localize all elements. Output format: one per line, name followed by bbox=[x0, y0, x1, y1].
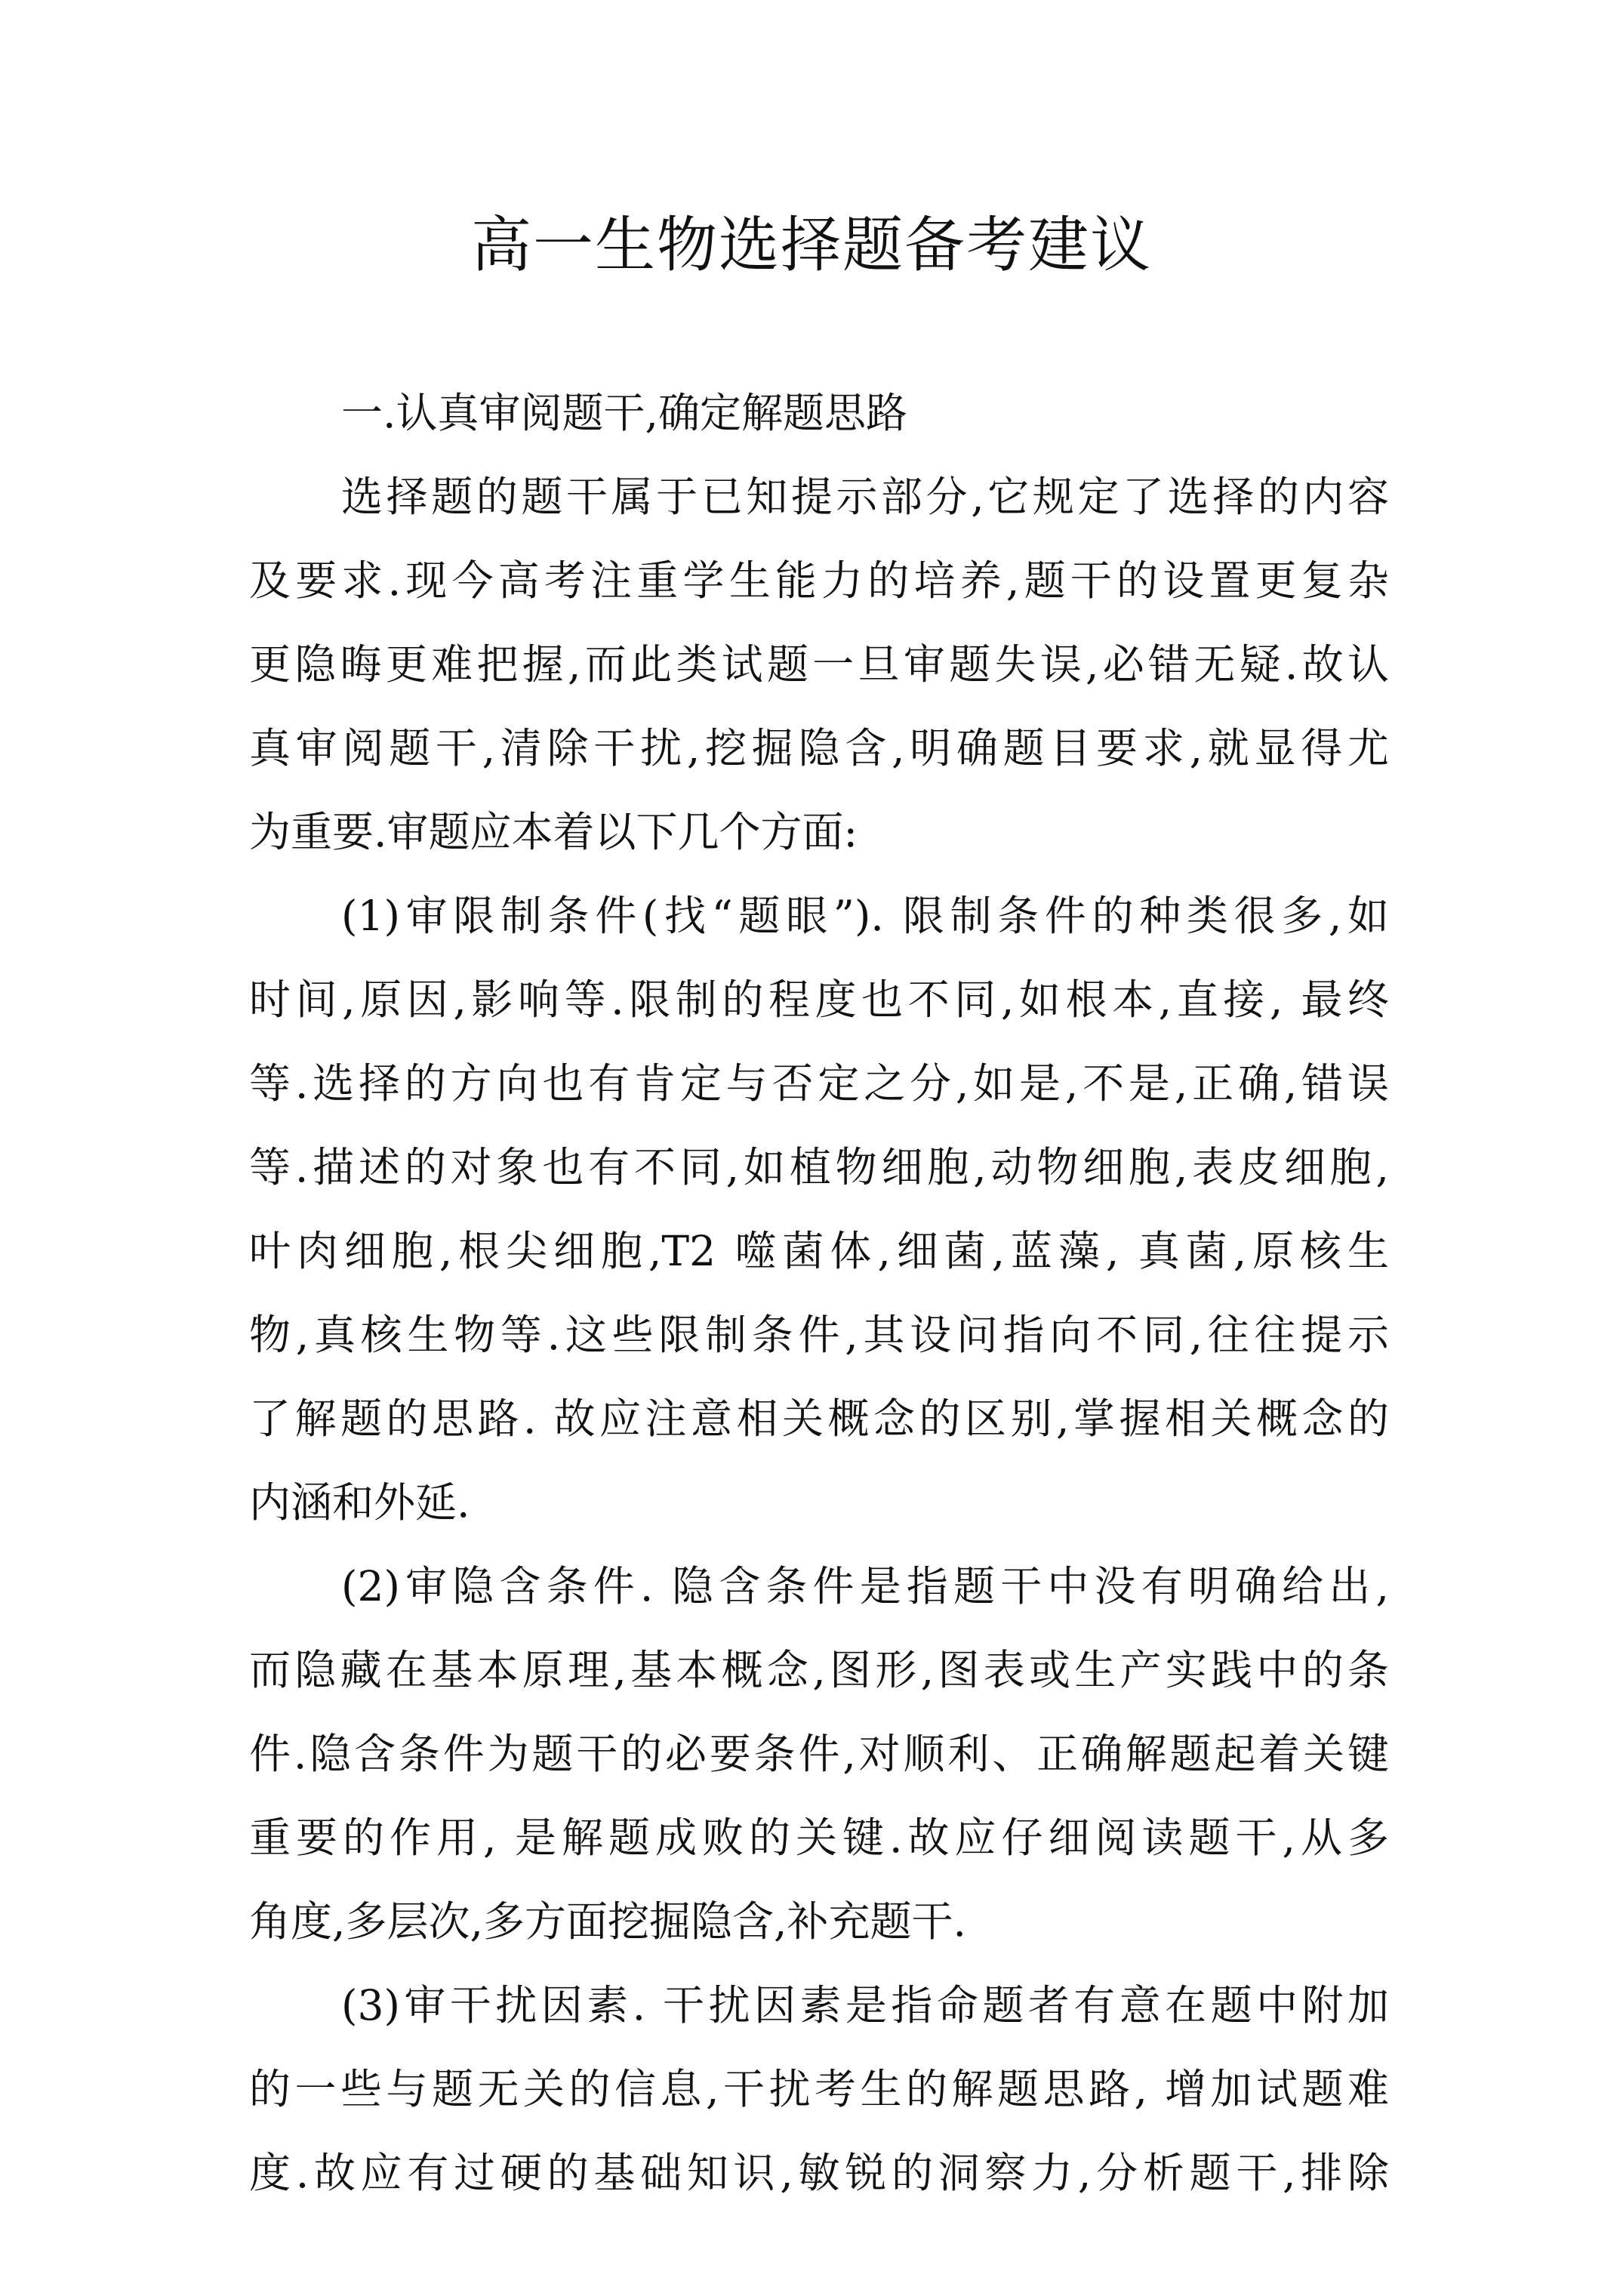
document-body bbox=[249, 371, 1389, 2215]
text-line: 的一些与题无关的信息,干扰考生的解题思路, 增加试题难 bbox=[249, 2065, 1389, 2113]
text-line: 而隐藏在基本原理,基本概念,图形,图表或生产实践中的条 bbox=[249, 1646, 1389, 1694]
text-line: 更隐晦更难把握,而此类试题一旦审题失误,必错无疑.故认 bbox=[249, 640, 1389, 689]
text-line: 度.故应有过硬的基础知识,敏锐的洞察力,分析题干,排除 bbox=[249, 2149, 1389, 2197]
text-line: 内涵和外延. bbox=[249, 1478, 470, 1527]
text-line: (1)审限制条件(找“题眼”). 限制条件的种类很多,如 bbox=[341, 892, 1389, 940]
text-line: 一.认真审阅题干,确定解题思路 bbox=[341, 389, 907, 437]
text-line: 等.选择的方向也有肯定与否定之分,如是,不是,正确,错误 bbox=[249, 1059, 1389, 1108]
text-line: 时间,原因,影响等.限制的程度也不同,如根本,直接, 最终 bbox=[249, 975, 1389, 1024]
text-line: 选择题的题干属于已知提示部分,它规定了选择的内容 bbox=[341, 473, 1389, 521]
text-line: 重要的作用, 是解题成败的关键.故应仔细阅读题干,从多 bbox=[249, 1814, 1389, 1862]
text-line: 真审阅题干,清除干扰,挖掘隐含,明确题目要求,就显得尤 bbox=[249, 724, 1389, 772]
text-line: 物,真核生物等.这些限制条件,其设问指向不同,往往提示 bbox=[249, 1311, 1389, 1359]
text-line: 叶肉细胞,根尖细胞,T2 噬菌体,细菌,蓝藻, 真菌,原核生 bbox=[249, 1227, 1389, 1275]
text-line: (2)审隐含条件. 隐含条件是指题干中没有明确给出, bbox=[341, 1562, 1389, 1610]
text-line: (3)审干扰因素. 干扰因素是指命题者有意在题中附加 bbox=[341, 1981, 1389, 2029]
page-title: 高一生物选择题备考建议 bbox=[471, 210, 1152, 280]
text-line: 了解题的思路. 故应注意相关概念的区别,掌握相关概念的 bbox=[249, 1395, 1389, 1443]
text-line: 及要求.现今高考注重学生能力的培养,题干的设置更复杂 bbox=[249, 556, 1389, 605]
text-line: 件.隐含条件为题干的必要条件,对顺利、正确解题起着关键 bbox=[249, 1730, 1389, 1778]
text-line: 为重要.审题应本着以下几个方面: bbox=[249, 808, 858, 856]
text-line: 角度,多层次,多方面挖掘隐含,补充题干. bbox=[249, 1897, 966, 1946]
text-line: 等.描述的对象也有不同,如植物细胞,动物细胞,表皮细胞, bbox=[249, 1143, 1389, 1191]
